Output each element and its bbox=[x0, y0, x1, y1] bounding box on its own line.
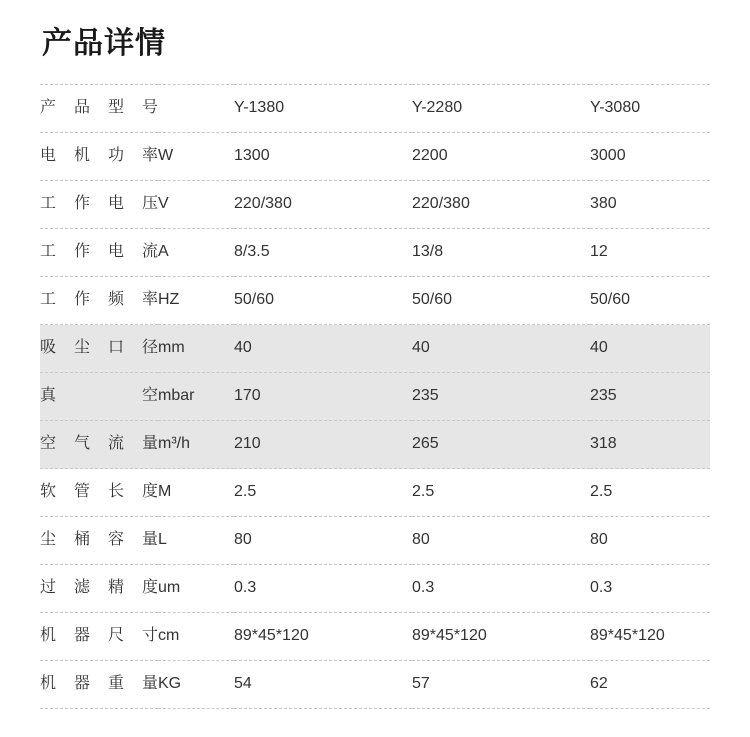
row-unit: mbar bbox=[158, 373, 234, 421]
row-unit: V bbox=[158, 181, 234, 229]
table-row bbox=[40, 469, 710, 517]
row-value-3: 50/60 bbox=[590, 277, 710, 325]
row-value-1: 220/380 bbox=[234, 181, 412, 229]
row-value-2: 13/8 bbox=[412, 229, 590, 277]
row-label: 软管长度 bbox=[40, 469, 158, 517]
row-unit: cm bbox=[158, 613, 234, 661]
table-row bbox=[40, 277, 710, 325]
row-label: 机器尺寸 bbox=[40, 613, 158, 661]
row-value-3: 80 bbox=[590, 517, 710, 565]
table-row bbox=[40, 85, 710, 133]
row-value-1: 40 bbox=[234, 325, 412, 373]
row-label: 过滤精度 bbox=[40, 565, 158, 613]
row-value-2: 80 bbox=[412, 517, 590, 565]
row-unit: mm bbox=[158, 325, 234, 373]
row-value-3: 0.3 bbox=[590, 565, 710, 613]
row-label: 吸尘口径 bbox=[40, 325, 158, 373]
row-value-2: 40 bbox=[412, 325, 590, 373]
row-value-3: 2.5 bbox=[590, 469, 710, 517]
row-value-3: 318 bbox=[590, 421, 710, 469]
row-value-3: 380 bbox=[590, 181, 710, 229]
table-row bbox=[40, 565, 710, 613]
row-value-2: 50/60 bbox=[412, 277, 590, 325]
row-value-3: 62 bbox=[590, 661, 710, 709]
row-label: 工作电压 bbox=[40, 181, 158, 229]
row-value-3: 40 bbox=[590, 325, 710, 373]
row-value-2: 57 bbox=[412, 661, 590, 709]
table-row bbox=[40, 133, 710, 181]
row-label: 真空 bbox=[40, 373, 158, 421]
table-row bbox=[40, 181, 710, 229]
row-value-2: 265 bbox=[412, 421, 590, 469]
row-value-2: 220/380 bbox=[412, 181, 590, 229]
table-row bbox=[40, 229, 710, 277]
row-value-1: 210 bbox=[234, 421, 412, 469]
row-value-2: 0.3 bbox=[412, 565, 590, 613]
row-value-1: 0.3 bbox=[234, 565, 412, 613]
row-value-1: 2.5 bbox=[234, 469, 412, 517]
table-row bbox=[40, 325, 710, 373]
row-value-3: 89*45*120 bbox=[590, 613, 710, 661]
row-value-2: 2.5 bbox=[412, 469, 590, 517]
row-value-1: Y-1380 bbox=[234, 85, 412, 133]
row-value-1: 50/60 bbox=[234, 277, 412, 325]
row-value-3: 3000 bbox=[590, 133, 710, 181]
row-unit: W bbox=[158, 133, 234, 181]
row-unit: HZ bbox=[158, 277, 234, 325]
row-unit: um bbox=[158, 565, 234, 613]
row-unit: L bbox=[158, 517, 234, 565]
row-unit: A bbox=[158, 229, 234, 277]
row-label: 尘桶容量 bbox=[40, 517, 158, 565]
row-value-1: 80 bbox=[234, 517, 412, 565]
table-row bbox=[40, 661, 710, 709]
row-unit: M bbox=[158, 469, 234, 517]
table-row bbox=[40, 421, 710, 469]
row-value-2: 235 bbox=[412, 373, 590, 421]
row-value-1: 54 bbox=[234, 661, 412, 709]
row-label: 产品型号 bbox=[40, 85, 158, 133]
table-row bbox=[40, 517, 710, 565]
row-value-2: 89*45*120 bbox=[412, 613, 590, 661]
row-value-2: 2200 bbox=[412, 133, 590, 181]
row-unit bbox=[158, 85, 234, 133]
table-row bbox=[40, 373, 710, 421]
row-label: 电机功率 bbox=[40, 133, 158, 181]
row-label: 机器重量 bbox=[40, 661, 158, 709]
row-value-1: 1300 bbox=[234, 133, 412, 181]
row-value-1: 89*45*120 bbox=[234, 613, 412, 661]
row-unit: KG bbox=[158, 661, 234, 709]
row-label: 工作频率 bbox=[40, 277, 158, 325]
row-value-2: Y-2280 bbox=[412, 85, 590, 133]
page-title: 产品详情 bbox=[42, 27, 166, 60]
row-value-3: 235 bbox=[590, 373, 710, 421]
row-value-1: 8/3.5 bbox=[234, 229, 412, 277]
specifications-table bbox=[40, 84, 710, 709]
table-row bbox=[40, 613, 710, 661]
row-value-1: 170 bbox=[234, 373, 412, 421]
row-unit: m³/h bbox=[158, 421, 234, 469]
row-label: 空气流量 bbox=[40, 421, 158, 469]
row-label: 工作电流 bbox=[40, 229, 158, 277]
table-body bbox=[40, 85, 710, 709]
row-value-3: 12 bbox=[590, 229, 710, 277]
row-value-3: Y-3080 bbox=[590, 85, 710, 133]
